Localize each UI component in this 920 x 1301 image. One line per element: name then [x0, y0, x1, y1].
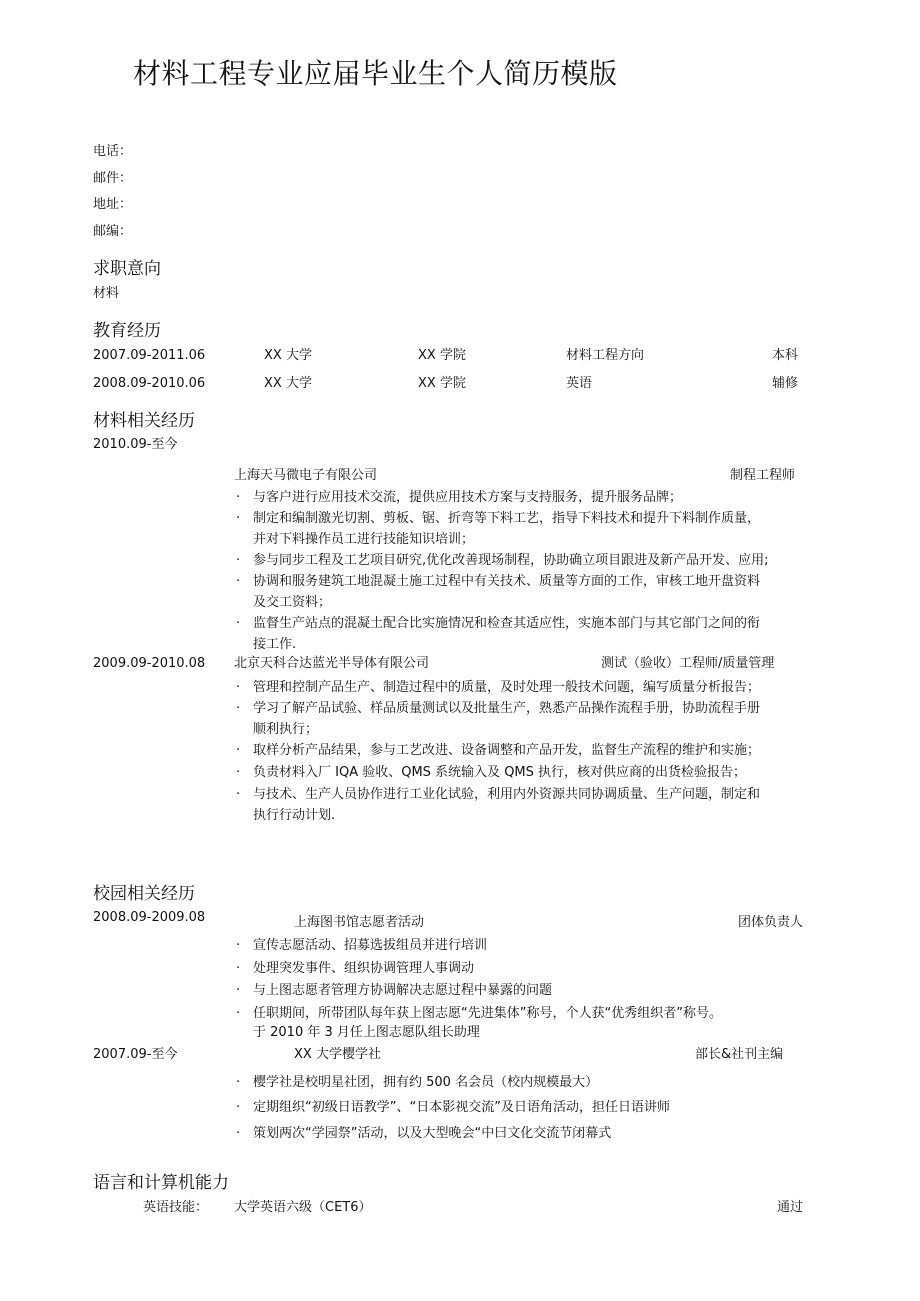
- campus-role: 部长&社刊主编: [695, 1047, 784, 1062]
- job-period: 2010.09-至今: [93, 437, 178, 452]
- contact-postcode: 邮编：: [93, 224, 133, 239]
- bullet-dot: ·: [236, 938, 241, 953]
- campus-period: 2008.09-2009.08: [93, 910, 206, 925]
- edu-university: XX 大学: [264, 348, 312, 363]
- skill-item: 大学英语六级（CET6）: [234, 1200, 372, 1215]
- bullet-dot: ·: [236, 616, 241, 631]
- bullet-dot: ·: [236, 1100, 241, 1115]
- edu-degree: 辅修: [772, 376, 799, 391]
- bullet-dot: ·: [236, 574, 241, 589]
- objective-heading: 求职意向: [93, 259, 161, 279]
- bullet-dot: ·: [236, 553, 241, 568]
- edu-period: 2008.09-2010.06: [93, 376, 206, 391]
- contact-phone: 电话：: [93, 144, 133, 159]
- page-title: 材料工程专业应届毕业生个人简历模版: [133, 57, 618, 90]
- campus-period: 2007.09-至今: [93, 1047, 178, 1062]
- edu-major: 材料工程方向: [566, 348, 645, 363]
- bullet-dot: ·: [236, 983, 241, 998]
- bullet-dot: ·: [236, 765, 241, 780]
- bullet-dot: ·: [236, 787, 241, 802]
- skills-heading: 语言和计算机能力: [93, 1173, 229, 1193]
- job-company: 北京天科合达蓝光半导体有限公司: [234, 656, 430, 671]
- bullet-dot: ·: [236, 961, 241, 976]
- bullet-dot: ·: [236, 743, 241, 758]
- bullet-dot: ·: [236, 511, 241, 526]
- work-heading: 材料相关经历: [93, 411, 195, 431]
- skill-label: 英语技能：: [143, 1200, 209, 1215]
- campus-heading: 校园相关经历: [93, 884, 195, 904]
- edu-degree: 本科: [772, 348, 799, 363]
- job-company: 上海天马微电子有限公司: [234, 468, 378, 483]
- edu-college: XX 学院: [418, 376, 466, 391]
- bullet-dot: ·: [236, 1006, 241, 1021]
- edu-period: 2007.09-2011.06: [93, 348, 206, 363]
- bullet-dot: ·: [236, 490, 241, 505]
- objective-value: 材料: [93, 286, 120, 301]
- job-period: 2009.09-2010.08: [93, 656, 206, 671]
- contact-address: 地址：: [93, 197, 133, 212]
- bullet-dot: ·: [236, 701, 241, 716]
- edu-college: XX 学院: [418, 348, 466, 363]
- campus-role: 团体负责人: [738, 915, 804, 930]
- bullet-dot: ·: [236, 680, 241, 695]
- campus-org: 上海图书馆志愿者活动: [294, 915, 425, 930]
- skill-result: 通过: [777, 1200, 804, 1215]
- edu-major: 英语: [566, 376, 593, 391]
- job-role: 制程工程师: [730, 468, 796, 483]
- edu-university: XX 大学: [264, 376, 312, 391]
- bullet-dot: ·: [236, 1126, 241, 1141]
- bullet-dot: ·: [236, 1075, 241, 1090]
- campus-org: XX 大学樱学社: [294, 1047, 381, 1062]
- education-heading: 教育经历: [93, 321, 161, 341]
- job-role: 测试（验收）工程师/质量管理: [601, 656, 775, 671]
- contact-email: 邮件：: [93, 171, 133, 186]
